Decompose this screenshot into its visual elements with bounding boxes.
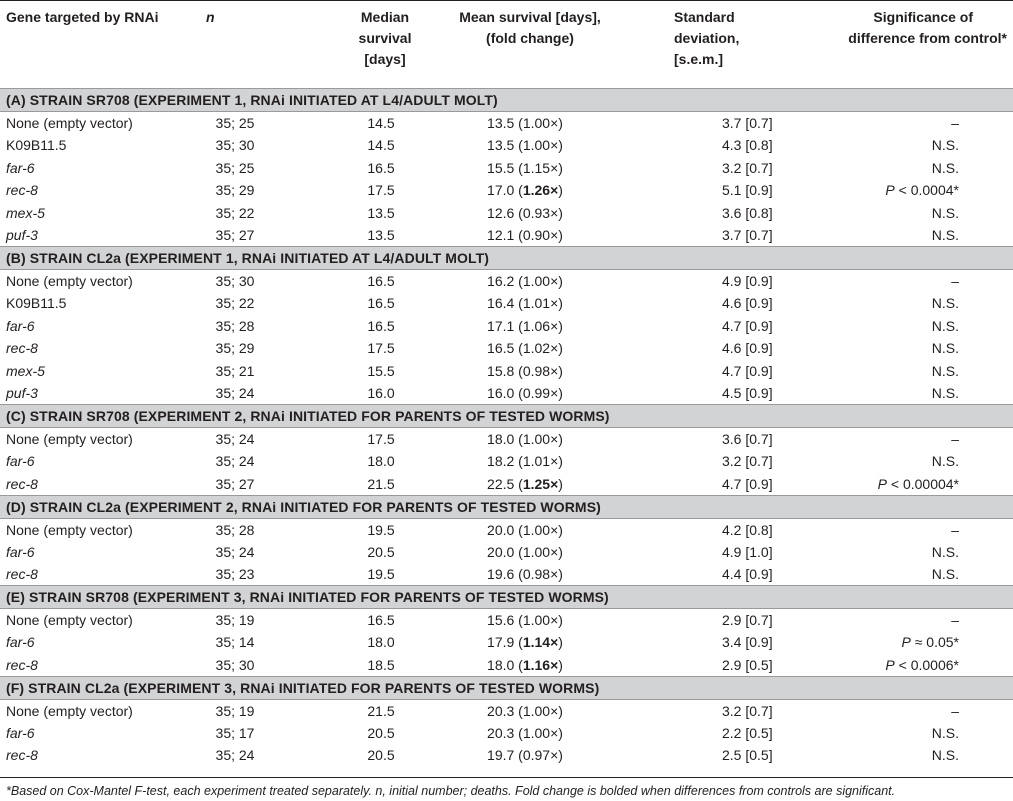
significance-cell: – <box>951 115 959 131</box>
median-cell: 13.5 <box>367 227 395 243</box>
gene-cell: far-6 <box>6 724 35 741</box>
significance-cell: N.S. <box>931 543 959 560</box>
sd-cell: 3.4 [0.9] <box>722 634 773 651</box>
table-row <box>0 179 1013 202</box>
table-body <box>0 89 1013 767</box>
fold-change: 0.99× <box>522 385 559 401</box>
gene-cell: far-6 <box>6 317 35 334</box>
gene-cell: rec-8 <box>6 475 38 492</box>
sd-cell: 3.7 [0.7] <box>722 115 773 131</box>
gene-cell: far-6 <box>6 453 35 470</box>
median-cell: 16.5 <box>367 295 395 312</box>
gene-cell: rec-8 <box>6 747 38 764</box>
table-row <box>0 224 1013 247</box>
significance-cell: N.S. <box>931 204 959 221</box>
mean-cell: 19.6 (0.98×) <box>487 566 563 582</box>
sd-cell: 3.6 [0.8] <box>722 204 773 221</box>
significance-cell: – <box>951 273 959 289</box>
mean-cell: 19.7 (0.97×) <box>487 747 563 764</box>
mean-value: 16.4 <box>487 295 515 312</box>
median-cell: 21.5 <box>367 475 395 492</box>
mean-value: 17.1 <box>487 317 515 334</box>
table-row <box>0 202 1013 225</box>
significance-cell: P < 0.00004* <box>877 475 959 492</box>
mean-value: 18.0 <box>487 656 515 673</box>
section-title: (B) STRAIN CL2a (EXPERIMENT 1, RNAi INITIATED AT L4/ADULT MOLT) <box>0 247 1013 270</box>
median-cell: 17.5 <box>367 182 395 199</box>
sd-cell: 4.6 [0.9] <box>722 295 773 312</box>
median-cell: 19.5 <box>367 521 395 538</box>
mean-cell: 12.1 (0.90×) <box>487 227 563 243</box>
significance-cell: – <box>951 521 959 538</box>
mean-cell: 17.0 (1.26×) <box>487 182 563 199</box>
mean-cell: 13.5 (1.00×) <box>487 115 563 131</box>
gene-cell: rec-8 <box>6 656 38 673</box>
sd-cell: 4.9 [0.9] <box>722 273 773 289</box>
gene-cell: K09B11.5 <box>6 137 67 154</box>
significance-cell: P < 0.0006* <box>885 656 959 673</box>
sd-cell: 4.6 [0.9] <box>722 340 773 357</box>
mean-value: 20.3 <box>487 702 515 719</box>
significance-cell: N.S. <box>931 227 959 243</box>
section-title: (C) STRAIN SR708 (EXPERIMENT 2, RNAi INITIATED FOR PARENTS OF TESTED WORMS) <box>0 405 1013 428</box>
mean-cell: 22.5 (1.25×) <box>487 475 563 492</box>
significance-cell: N.S. <box>931 453 959 470</box>
sd-cell: 3.7 [0.7] <box>722 227 773 243</box>
significance-cell: – <box>951 431 959 447</box>
table-row <box>0 518 1013 541</box>
gene-cell: far-6 <box>6 159 35 176</box>
mean-value: 15.6 <box>487 612 515 628</box>
mean-value: 15.5 <box>487 159 515 176</box>
n-cell: 35; 24 <box>215 747 255 764</box>
median-cell: 16.5 <box>367 317 395 334</box>
table-row <box>0 473 1013 496</box>
fold-change: 1.00× <box>522 612 559 628</box>
gene-cell: None (empty vector) <box>6 612 133 628</box>
n-cell: 35; 24 <box>215 543 255 560</box>
section-title: (E) STRAIN SR708 (EXPERIMENT 3, RNAi INITIATED FOR PARENTS OF TESTED WORMS) <box>0 586 1013 609</box>
n-cell: 35; 19 <box>215 612 255 628</box>
mean-cell: 20.3 (1.00×) <box>487 724 563 741</box>
mean-cell: 20.3 (1.00×) <box>487 702 563 719</box>
fold-change: 1.16× <box>522 656 559 673</box>
median-cell: 18.5 <box>367 656 395 673</box>
mean-value: 17.9 <box>487 634 515 651</box>
sd-cell: 2.5 [0.5] <box>722 747 773 764</box>
n-cell: 35; 30 <box>215 137 255 154</box>
header-mean: Mean survival [days], (fold change) <box>459 9 601 46</box>
significance-cell: N.S. <box>931 724 959 741</box>
n-cell: 35; 22 <box>215 295 255 312</box>
mean-value: 19.6 <box>487 566 515 582</box>
table-header <box>0 1 1013 89</box>
mean-value: 17.0 <box>487 182 515 199</box>
n-cell: 35; 30 <box>215 656 255 673</box>
median-cell: 16.0 <box>367 385 395 401</box>
table-row <box>0 609 1013 632</box>
fold-change: 1.02× <box>522 340 559 357</box>
n-cell: 35; 22 <box>215 204 255 221</box>
fold-change: 1.14× <box>522 634 559 651</box>
fold-change: 1.06× <box>522 317 559 334</box>
sd-cell: 4.9 [1.0] <box>722 543 773 560</box>
significance-cell: – <box>951 612 959 628</box>
mean-cell: 16.0 (0.99×) <box>487 385 563 401</box>
table-row <box>0 360 1013 383</box>
mean-value: 12.6 <box>487 204 515 221</box>
gene-cell: rec-8 <box>6 182 38 199</box>
sd-cell: 3.2 [0.7] <box>722 702 773 719</box>
median-cell: 15.5 <box>367 362 395 379</box>
sd-cell: 3.6 [0.7] <box>722 431 773 447</box>
table-row <box>0 134 1013 157</box>
fold-change: 0.97× <box>522 747 559 764</box>
n-cell: 35; 28 <box>215 521 255 538</box>
sd-cell: 4.5 [0.9] <box>722 385 773 401</box>
n-cell: 35; 24 <box>215 431 255 447</box>
table-row <box>0 744 1013 767</box>
table-row <box>0 337 1013 360</box>
mean-value: 18.2 <box>487 453 515 470</box>
significance-cell: N.S. <box>931 340 959 357</box>
mean-cell: 20.0 (1.00×) <box>487 521 563 538</box>
table-row <box>0 428 1013 451</box>
n-cell: 35; 21 <box>215 362 255 379</box>
fold-change: 0.90× <box>522 227 559 243</box>
sd-cell: 4.7 [0.9] <box>722 317 773 334</box>
header-median: Median survival [days] <box>358 9 412 67</box>
n-cell: 35; 27 <box>215 227 255 243</box>
gene-cell: mex-5 <box>6 362 45 379</box>
gene-cell: None (empty vector) <box>6 702 133 719</box>
fold-change: 1.00× <box>522 543 559 560</box>
fold-change: 0.93× <box>522 204 559 221</box>
sd-cell: 4.3 [0.8] <box>722 137 773 154</box>
significance-cell: N.S. <box>931 317 959 334</box>
mean-value: 16.0 <box>487 385 515 401</box>
median-cell: 16.5 <box>367 159 395 176</box>
gene-cell: None (empty vector) <box>6 115 133 131</box>
mean-cell: 13.5 (1.00×) <box>487 137 563 154</box>
gene-cell: rec-8 <box>6 340 38 357</box>
sd-cell: 2.2 [0.5] <box>722 724 773 741</box>
median-cell: 16.5 <box>367 612 395 628</box>
significance-cell: P < 0.0004* <box>885 182 959 199</box>
median-cell: 13.5 <box>367 204 395 221</box>
section-header-row <box>0 495 1013 518</box>
significance-cell: N.S. <box>931 137 959 154</box>
n-cell: 35; 14 <box>215 634 255 651</box>
fold-change: 1.26× <box>522 182 559 199</box>
table-row <box>0 112 1013 135</box>
n-cell: 35; 19 <box>215 702 255 719</box>
median-cell: 17.5 <box>367 340 395 357</box>
gene-cell: far-6 <box>6 634 35 651</box>
significance-cell: N.S. <box>931 362 959 379</box>
n-cell: 35; 25 <box>215 115 255 131</box>
median-cell: 20.5 <box>367 543 395 560</box>
fold-change: 1.01× <box>522 295 559 312</box>
table-row <box>0 563 1013 586</box>
mean-value: 22.5 <box>487 475 515 492</box>
header-significance: Significance of difference from control* <box>848 9 1007 46</box>
table-row <box>0 157 1013 180</box>
gene-cell: None (empty vector) <box>6 273 133 289</box>
table-row <box>0 722 1013 745</box>
n-cell: 35; 29 <box>215 340 255 357</box>
table-row <box>0 270 1013 293</box>
mean-value: 20.0 <box>487 543 515 560</box>
n-cell: 35; 25 <box>215 159 255 176</box>
fold-change: 1.00× <box>522 521 559 538</box>
section-title: (D) STRAIN CL2a (EXPERIMENT 2, RNAi INITIATED FOR PARENTS OF TESTED WORMS) <box>0 495 1013 518</box>
sd-cell: 4.7 [0.9] <box>722 362 773 379</box>
mean-value: 20.0 <box>487 521 515 538</box>
table-row <box>0 292 1013 315</box>
mean-cell: 17.9 (1.14×) <box>487 634 563 651</box>
n-cell: 35; 29 <box>215 182 255 199</box>
section-title: (F) STRAIN CL2a (EXPERIMENT 3, RNAi INITIATED FOR PARENTS OF TESTED WORMS) <box>0 676 1013 699</box>
gene-cell: puf-3 <box>6 385 38 401</box>
mean-value: 13.5 <box>487 137 515 154</box>
table-row <box>0 699 1013 722</box>
mean-cell: 18.0 (1.00×) <box>487 431 563 447</box>
mean-value: 20.3 <box>487 724 515 741</box>
n-cell: 35; 24 <box>215 385 255 401</box>
mean-cell: 16.4 (1.01×) <box>487 295 563 312</box>
fold-change: 1.00× <box>522 702 559 719</box>
median-cell: 21.5 <box>367 702 395 719</box>
significance-cell: P ≈ 0.05* <box>901 634 959 651</box>
mean-cell: 18.2 (1.01×) <box>487 453 563 470</box>
section-title: (A) STRAIN SR708 (EXPERIMENT 1, RNAi INITIATED AT L4/ADULT MOLT) <box>0 89 1013 112</box>
section-header-row <box>0 405 1013 428</box>
mean-value: 15.8 <box>487 362 515 379</box>
mean-value: 12.1 <box>487 227 515 243</box>
n-cell: 35; 28 <box>215 317 255 334</box>
fold-change: 1.00× <box>522 137 559 154</box>
header-n: n <box>206 9 215 25</box>
sd-cell: 3.2 [0.7] <box>722 159 773 176</box>
n-cell: 35; 30 <box>215 273 255 289</box>
fold-change: 1.25× <box>522 475 559 492</box>
median-cell: 16.5 <box>367 273 395 289</box>
mean-cell: 17.1 (1.06×) <box>487 317 563 334</box>
n-cell: 35; 17 <box>215 724 255 741</box>
significance-cell: N.S. <box>931 566 959 582</box>
mean-value: 18.0 <box>487 431 515 447</box>
sd-cell: 2.9 [0.7] <box>722 612 773 628</box>
table-footnote: *Based on Cox-Mantel F-test, each experiment treated separately. n, initial number; deaths. Fold change is bolded when differences from controls are significant. <box>0 777 1013 798</box>
fold-change: 1.01× <box>522 453 559 470</box>
gene-cell: mex-5 <box>6 204 45 221</box>
median-cell: 20.5 <box>367 724 395 741</box>
mean-cell: 16.5 (1.02×) <box>487 340 563 357</box>
sd-cell: 4.4 [0.9] <box>722 566 773 582</box>
significance-cell: N.S. <box>931 295 959 312</box>
n-cell: 35; 23 <box>215 566 255 582</box>
median-cell: 18.0 <box>367 453 395 470</box>
fold-change: 1.00× <box>522 115 559 131</box>
median-cell: 14.5 <box>367 137 395 154</box>
sd-cell: 4.2 [0.8] <box>722 521 773 538</box>
section-header-row <box>0 676 1013 699</box>
mean-value: 19.7 <box>487 747 515 764</box>
mean-value: 16.5 <box>487 340 515 357</box>
table-row <box>0 315 1013 338</box>
gene-cell: K09B11.5 <box>6 295 67 312</box>
mean-cell: 18.0 (1.16×) <box>487 656 563 673</box>
table-row <box>0 382 1013 405</box>
section-header-row <box>0 89 1013 112</box>
mean-value: 16.2 <box>487 273 515 289</box>
significance-cell: – <box>951 702 959 719</box>
median-cell: 20.5 <box>367 747 395 764</box>
mean-value: 13.5 <box>487 115 515 131</box>
table-row <box>0 631 1013 654</box>
section-header-row <box>0 247 1013 270</box>
table-row <box>0 541 1013 564</box>
gene-cell: None (empty vector) <box>6 431 133 447</box>
gene-cell: puf-3 <box>6 227 38 243</box>
n-cell: 35; 27 <box>215 475 255 492</box>
fold-change: 1.00× <box>522 431 559 447</box>
gene-cell: far-6 <box>6 543 35 560</box>
significance-cell: N.S. <box>931 747 959 764</box>
fold-change: 1.00× <box>522 724 559 741</box>
median-cell: 18.0 <box>367 634 395 651</box>
fold-change: 1.15× <box>522 159 559 176</box>
fold-change: 0.98× <box>522 362 559 379</box>
median-cell: 19.5 <box>367 566 395 582</box>
median-cell: 14.5 <box>367 115 395 131</box>
mean-cell: 20.0 (1.00×) <box>487 543 563 560</box>
median-cell: 17.5 <box>367 431 395 447</box>
mean-cell: 15.6 (1.00×) <box>487 612 563 628</box>
sd-cell: 2.9 [0.5] <box>722 656 773 673</box>
mean-cell: 12.6 (0.93×) <box>487 204 563 221</box>
n-cell: 35; 24 <box>215 453 255 470</box>
table-row <box>0 450 1013 473</box>
significance-cell: N.S. <box>931 385 959 401</box>
sd-cell: 4.7 [0.9] <box>722 475 773 492</box>
fold-change: 0.98× <box>522 566 559 582</box>
header-gene: Gene targeted by RNAi <box>6 9 159 25</box>
sd-cell: 5.1 [0.9] <box>722 182 773 199</box>
mean-cell: 15.8 (0.98×) <box>487 362 563 379</box>
section-header-row <box>0 586 1013 609</box>
significance-cell: N.S. <box>931 159 959 176</box>
gene-cell: None (empty vector) <box>6 521 133 538</box>
gene-cell: rec-8 <box>6 566 38 582</box>
sd-cell: 3.2 [0.7] <box>722 453 773 470</box>
table-row <box>0 654 1013 677</box>
fold-change: 1.00× <box>522 273 559 289</box>
mean-cell: 15.5 (1.15×) <box>487 159 563 176</box>
header-sd: Standard deviation, [s.e.m.] <box>674 9 740 67</box>
mean-cell: 16.2 (1.00×) <box>487 273 563 289</box>
